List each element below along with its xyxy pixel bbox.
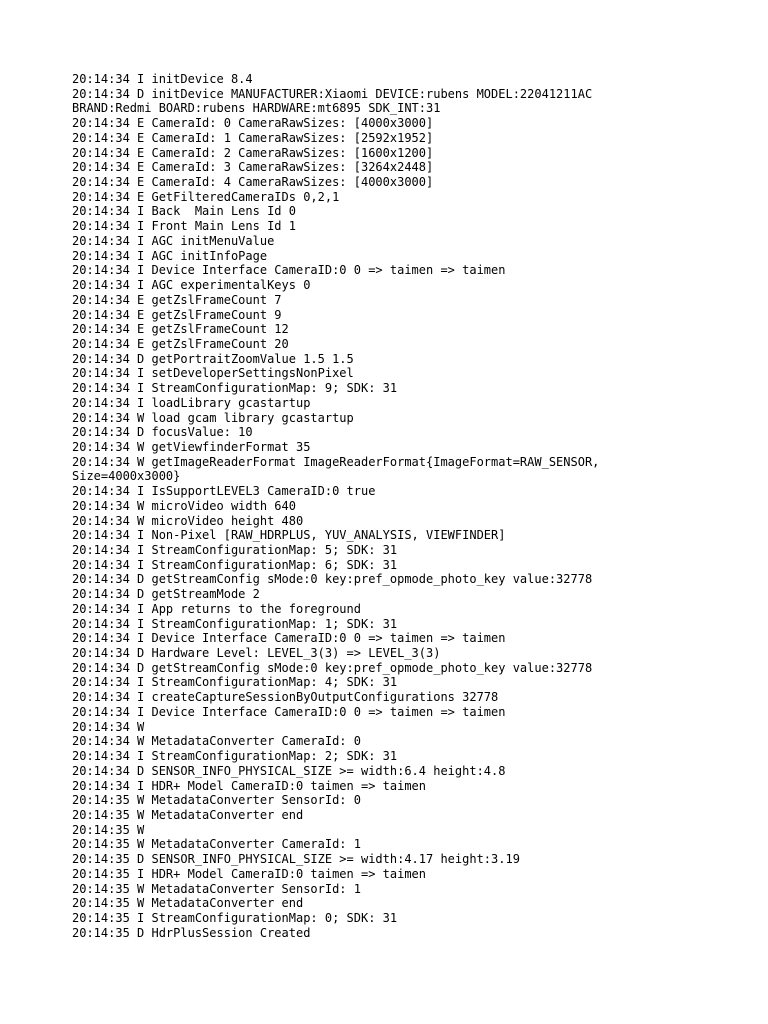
log-line: 20:14:34 D getStreamConfig sMode:0 key:pref_opmode_photo_key value:32778 bbox=[72, 660, 593, 675]
log-line: 20:14:34 W microVideo width 640 bbox=[72, 498, 296, 513]
log-line: 20:14:35 W MetadataConverter end bbox=[72, 807, 304, 822]
log-line: 20:14:34 E CameraId: 2 CameraRawSizes: [1600x1200] bbox=[72, 145, 434, 160]
log-line: 20:14:34 I Non-Pixel [RAW_HDRPLUS, YUV_ANALYSIS, VIEWFINDER] bbox=[72, 528, 506, 543]
log-line: 20:14:34 W MetadataConverter CameraId: 0 bbox=[72, 734, 361, 749]
log-line: 20:14:34 I HDR+ Model CameraID:0 taimen => taimen bbox=[72, 778, 427, 793]
log-line: 20:14:35 W MetadataConverter SensorId: 0 bbox=[72, 793, 361, 808]
log-line: 20:14:34 D getStreamMode 2 bbox=[72, 587, 260, 602]
log-line: 20:14:34 D initDevice MANUFACTURER:Xiaomi DEVICE:rubens MODEL:22041211AC bbox=[72, 86, 593, 101]
log-line: 20:14:34 E getZslFrameCount 9 bbox=[72, 307, 282, 322]
log-line: 20:14:34 I Device Interface CameraID:0 0 => taimen => taimen bbox=[72, 631, 506, 646]
log-line: 20:14:34 D SENSOR_INFO_PHYSICAL_SIZE >= width:6.4 height:4.8 bbox=[72, 763, 506, 778]
log-line: 20:14:35 W MetadataConverter SensorId: 1 bbox=[72, 881, 361, 896]
log-line: 20:14:34 I initDevice 8.4 bbox=[72, 72, 253, 86]
log-line: 20:14:34 I Front Main Lens Id 1 bbox=[72, 219, 296, 234]
log-line: 20:14:34 W bbox=[72, 719, 145, 734]
log-line: 20:14:34 I Back Main Lens Id 0 bbox=[72, 204, 296, 219]
log-line: 20:14:34 E getZslFrameCount 20 bbox=[72, 336, 289, 351]
log-line: 20:14:35 W MetadataConverter CameraId: 1 bbox=[72, 837, 361, 852]
log-line: 20:14:34 E CameraId: 3 CameraRawSizes: [3264x2448] bbox=[72, 160, 434, 175]
log-line: 20:14:34 E getZslFrameCount 7 bbox=[72, 292, 282, 307]
log-line: 20:14:34 I StreamConfigurationMap: 9; SDK: 31 bbox=[72, 381, 398, 396]
log-line: 20:14:34 D Hardware Level: LEVEL_3(3) => LEVEL_3(3) bbox=[72, 646, 441, 661]
log-line: 20:14:34 E GetFilteredCameraIDs 0,2,1 bbox=[72, 189, 340, 204]
log-line: BRAND:Redmi BOARD:rubens HARDWARE:mt6895 SDK_INT:31 bbox=[72, 101, 441, 116]
log-line: 20:14:34 E CameraId: 1 CameraRawSizes: [2592x1952] bbox=[72, 130, 434, 145]
log-line: 20:14:34 I createCaptureSessionByOutputConfigurations 32778 bbox=[72, 690, 499, 705]
log-document bbox=[72, 72, 732, 940]
log-line: 20:14:34 I Device Interface CameraID:0 0 => taimen => taimen bbox=[72, 704, 506, 719]
log-line: 20:14:35 I HDR+ Model CameraID:0 taimen => taimen bbox=[72, 866, 427, 881]
log-line: 20:14:34 I App returns to the foreground bbox=[72, 601, 361, 616]
log-line: Size=4000x3000} bbox=[72, 469, 181, 484]
log-line: 20:14:34 I setDeveloperSettingsNonPixel bbox=[72, 366, 354, 381]
log-line: 20:14:34 I StreamConfigurationMap: 6; SDK: 31 bbox=[72, 557, 398, 572]
log-line: 20:14:34 W getViewfinderFormat 35 bbox=[72, 439, 311, 454]
log-line: 20:14:34 D focusValue: 10 bbox=[72, 425, 253, 440]
log-line: 20:14:34 I IsSupportLEVEL3 CameraID:0 true bbox=[72, 484, 376, 499]
log-line: 20:14:34 W microVideo height 480 bbox=[72, 513, 304, 528]
log-line: 20:14:34 W getImageReaderFormat ImageReaderFormat{ImageFormat=RAW_SENSOR, bbox=[72, 454, 600, 469]
log-line: 20:14:34 I AGC experimentalKeys 0 bbox=[72, 278, 311, 293]
log-line: 20:14:34 E CameraId: 0 CameraRawSizes: [4000x3000] bbox=[72, 116, 434, 131]
log-line: 20:14:34 D getPortraitZoomValue 1.5 1.5 bbox=[72, 351, 354, 366]
log-line: 20:14:35 W MetadataConverter end bbox=[72, 896, 304, 911]
log-line: 20:14:34 I AGC initInfoPage bbox=[72, 248, 268, 263]
log-line: 20:14:34 E getZslFrameCount 12 bbox=[72, 322, 289, 337]
log-line: 20:14:34 W load gcam library gcastartup bbox=[72, 410, 354, 425]
log-line: 20:14:35 I StreamConfigurationMap: 0; SDK: 31 bbox=[72, 910, 398, 925]
log-line: 20:14:34 I StreamConfigurationMap: 4; SDK: 31 bbox=[72, 675, 398, 690]
log-line: 20:14:34 E CameraId: 4 CameraRawSizes: [4000x3000] bbox=[72, 175, 434, 190]
log-line: 20:14:34 I StreamConfigurationMap: 5; SDK: 31 bbox=[72, 543, 398, 557]
log-line: 20:14:35 D HdrPlusSession Created bbox=[72, 925, 311, 940]
log-line: 20:14:34 I AGC initMenuValue bbox=[72, 233, 275, 248]
log-line: 20:14:34 D getStreamConfig sMode:0 key:pref_opmode_photo_key value:32778 bbox=[72, 572, 593, 587]
log-line: 20:14:34 I Device Interface CameraID:0 0 => taimen => taimen bbox=[72, 263, 506, 278]
log-line: 20:14:35 D SENSOR_INFO_PHYSICAL_SIZE >= width:4.17 height:3.19 bbox=[72, 852, 520, 867]
log-line: 20:14:35 W bbox=[72, 822, 145, 837]
log-line: 20:14:34 I StreamConfigurationMap: 1; SDK: 31 bbox=[72, 616, 398, 631]
log-line: 20:14:34 I StreamConfigurationMap: 2; SDK: 31 bbox=[72, 749, 398, 764]
log-line: 20:14:34 I loadLibrary gcastartup bbox=[72, 395, 311, 410]
